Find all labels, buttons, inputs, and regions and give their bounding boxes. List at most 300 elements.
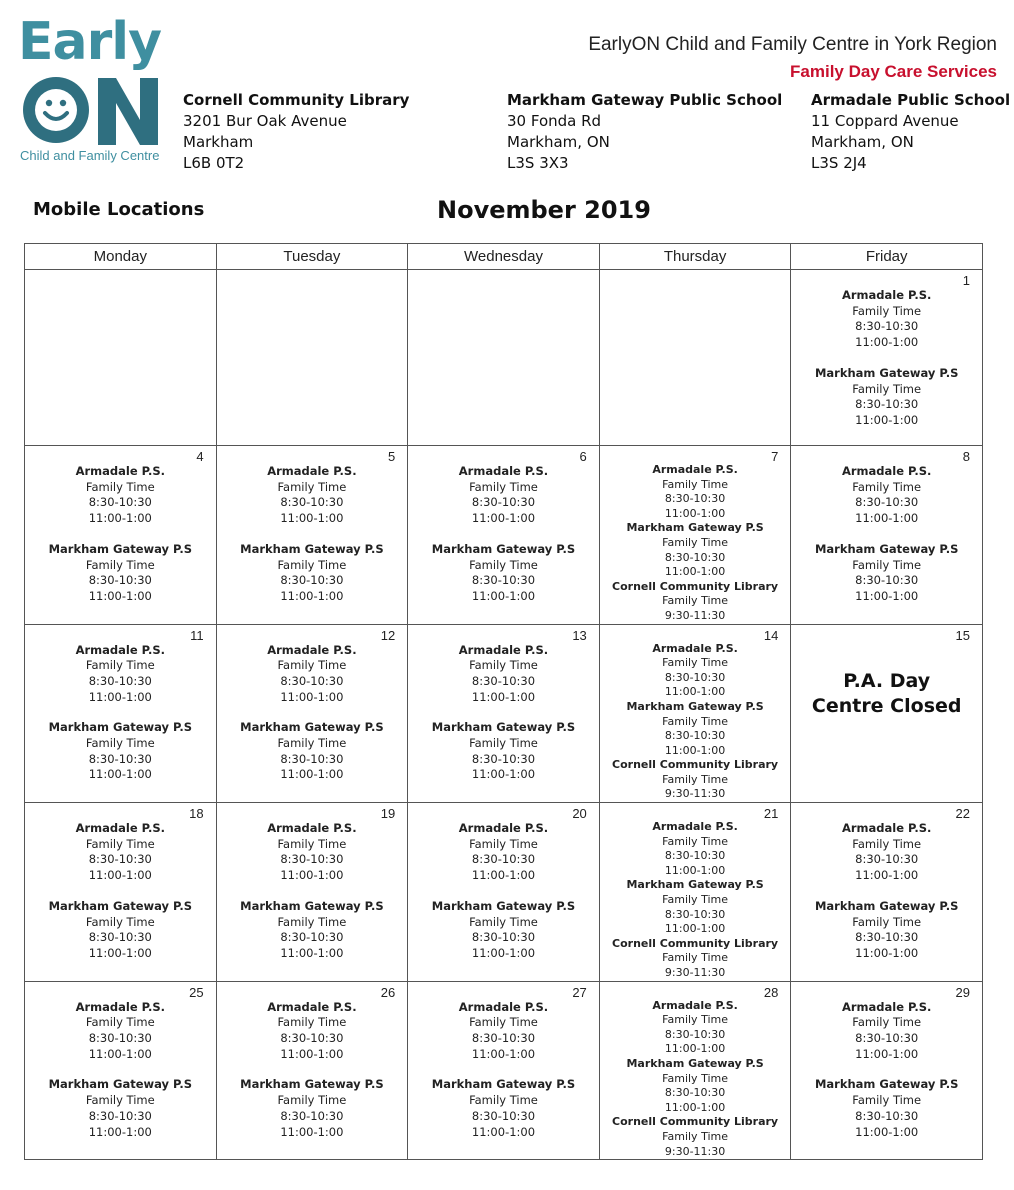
calendar-day-cell [599,981,791,1160]
time-slot: 11:00-1:00 [471,767,536,782]
calendar-day-cell [25,981,217,1160]
program-entry [25,464,216,527]
program-entry [791,821,982,884]
site-name: Armadale P.S. [75,821,165,836]
location-address: 11 Coppard Avenue [811,112,959,130]
activity-label: Family Time [662,1071,728,1085]
time-slot: 11:00-1:00 [471,588,536,603]
time-slot: 9:30-11:30 [664,966,726,979]
site-name: Markham Gateway P.S [626,699,764,713]
time-slot: 8:30-10:30 [88,852,152,867]
centre-closed-label: Centre Closed [811,694,962,717]
day-number: 8 [962,449,970,464]
time-slot: 8:30-10:30 [664,492,726,506]
time-slot: 8:30-10:30 [664,729,726,743]
weekday-header: Tuesday [216,244,408,270]
program-entry [791,366,982,429]
activity-label: Family Time [85,1015,155,1030]
site-name: Armadale P.S. [458,821,549,836]
site-name: Cornell Community Library [612,936,779,950]
day-programs [25,803,216,962]
activity-label: Family Time [852,557,922,572]
program-entry [791,464,982,527]
activity-label: Family Time [469,557,538,572]
calendar-table [24,243,983,1160]
site-name: Markham Gateway P.S [48,720,193,735]
time-slot: 11:00-1:00 [88,511,152,526]
program-entry [408,720,599,783]
site-name: Armadale P.S. [841,821,932,836]
program-entry [408,821,599,884]
calendar-day-cell [791,446,983,625]
calendar-week-row [25,446,983,625]
program-entry [600,820,791,878]
site-name: Markham Gateway P.S [814,898,959,913]
activity-label: Family Time [277,658,347,673]
day-programs [25,625,216,784]
program-entry [791,542,982,605]
activity-label: Family Time [277,914,347,929]
day-programs [408,446,599,605]
time-slot: 11:00-1:00 [280,945,344,960]
activity-label: Family Time [277,1093,347,1108]
location-postal: L6B 0T2 [183,154,245,172]
calendar-day-cell [408,446,600,625]
day-number: 13 [572,627,587,643]
site-name: Markham Gateway P.S [431,1077,576,1092]
calendar-day-cell [25,803,217,982]
program-entry [600,642,791,700]
program-entry [791,288,982,351]
time-slot: 8:30-10:30 [88,930,152,945]
site-name: Markham Gateway P.S [48,1077,193,1092]
activity-label: Family Time [469,736,538,751]
program-entry [408,1000,599,1063]
site-name: Markham Gateway P.S [626,878,764,892]
day-number: 26 [380,984,396,1000]
time-slot: 8:30-10:30 [664,907,726,921]
day-programs [25,446,216,605]
time-slot: 11:00-1:00 [280,1046,344,1061]
activity-label: Family Time [277,736,347,751]
program-entry [791,1000,982,1063]
time-slot: 11:00-1:00 [664,685,726,699]
activity-label: Family Time [662,594,728,608]
site-name: Markham Gateway P.S [240,541,384,556]
site-name: Armadale P.S. [841,999,932,1014]
location-city: Markham [183,133,254,151]
calendar-week-row [25,624,983,803]
time-slot: 11:00-1:00 [664,863,726,877]
time-slot: 8:30-10:30 [664,849,726,863]
time-slot: 8:30-10:30 [88,573,152,588]
site-name: Markham Gateway P.S [431,898,576,913]
time-slot: 11:00-1:00 [471,868,536,883]
activity-label: Family Time [662,951,728,965]
organization-subtitle: Family Day Care Services [790,62,997,81]
day-programs [791,803,982,962]
day-programs [600,625,791,803]
activity-label: Family Time [469,658,538,673]
calendar-day-cell [25,446,217,625]
program-entry [217,1077,408,1140]
calendar-day-cell [599,803,791,982]
calendar-day-cell [408,981,600,1160]
weekday-header: Wednesday [408,244,600,270]
calendar-day-cell [599,624,791,803]
site-name: Armadale P.S. [267,642,357,657]
program-entry [600,999,791,1057]
calendar-day-cell [216,270,408,446]
day-programs [791,982,982,1141]
calendar-day-cell [599,270,791,446]
time-slot: 11:00-1:00 [280,868,344,883]
time-slot: 8:30-10:30 [280,930,344,945]
time-slot: 8:30-10:30 [88,495,152,510]
location-address: 3201 Bur Oak Avenue [183,112,347,130]
time-slot: 11:00-1:00 [855,412,919,427]
program-entry [791,1077,982,1140]
program-entry [600,463,791,521]
site-name: Markham Gateway P.S [48,541,193,556]
site-name: Cornell Community Library [612,579,779,593]
site-name: Armadale P.S. [458,464,549,478]
program-entry [25,1077,216,1140]
time-slot: 8:30-10:30 [664,1086,726,1100]
time-slot: 11:00-1:00 [664,1100,726,1114]
program-entry [25,821,216,884]
program-entry [25,899,216,962]
activity-label: Family Time [85,557,155,572]
program-entry [25,643,216,706]
time-slot: 11:00-1:00 [855,588,919,603]
calendar-day-cell [791,624,983,803]
site-name: Markham Gateway P.S [240,720,384,735]
activity-label: Family Time [662,1129,728,1143]
calendar-week-row [25,803,983,982]
time-slot: 8:30-10:30 [855,1031,919,1045]
time-slot: 11:00-1:00 [664,565,726,579]
day-programs [217,446,408,605]
time-slot: 8:30-10:30 [280,495,344,510]
time-slot: 11:00-1:00 [471,945,536,960]
program-entry [600,878,791,936]
weekday-header: Monday [25,244,217,270]
day-programs [217,803,408,962]
calendar-week-row [25,270,983,446]
time-slot: 9:30-11:30 [664,608,726,622]
time-slot: 8:30-10:30 [855,852,919,867]
activity-label: Family Time [662,834,728,848]
day-number: 29 [955,984,970,1000]
day-number: 14 [763,627,779,643]
activity-label: Family Time [662,656,728,670]
calendar-day-cell [216,446,408,625]
activity-label: Family Time [469,1015,538,1030]
activity-label: Family Time [85,836,155,851]
location-city: Markham, ON [811,133,914,151]
calendar-day-cell [791,803,983,982]
day-programs [217,982,408,1141]
program-entry [25,1000,216,1063]
day-programs [217,625,408,784]
time-slot: 11:00-1:00 [280,511,344,526]
activity-label: Family Time [662,1013,728,1027]
day-number: 15 [955,627,970,643]
day-programs [25,982,216,1141]
calendar-day-cell [25,270,217,446]
time-slot: 8:30-10:30 [280,1108,344,1123]
program-entry [600,700,791,758]
site-name: Markham Gateway P.S [814,365,959,380]
time-slot: 11:00-1:00 [280,767,344,782]
calendar-week-row [25,981,983,1160]
time-slot: 8:30-10:30 [280,673,344,688]
time-slot: 8:30-10:30 [664,1027,726,1041]
site-name: Markham Gateway P.S [240,1077,384,1092]
time-slot: 11:00-1:00 [88,1124,152,1139]
site-name: Armadale P.S. [267,999,357,1014]
site-name: Armadale P.S. [267,464,357,478]
time-slot: 11:00-1:00 [280,1124,344,1139]
time-slot: 8:30-10:30 [471,495,536,510]
time-slot: 11:00-1:00 [88,868,152,883]
site-name: Armadale P.S. [458,999,549,1014]
time-slot: 9:30-11:30 [664,1144,726,1158]
time-slot: 8:30-10:30 [855,495,919,510]
site-name: Markham Gateway P.S [814,541,959,556]
program-entry [600,521,791,579]
program-entry [408,464,599,527]
site-name: Cornell Community Library [612,1115,779,1129]
activity-label: Family Time [277,479,347,494]
day-number: 18 [189,806,204,822]
day-number: 5 [387,449,396,464]
earlyon-logo [18,12,168,168]
month-title: November 2019 [437,196,651,224]
day-programs [600,446,791,624]
time-slot: 11:00-1:00 [855,511,919,526]
activity-label: Family Time [469,479,538,494]
program-entry [217,1000,408,1063]
activity-label: Family Time [852,836,922,851]
activity-label: Family Time [277,836,347,851]
program-entry [217,464,408,527]
program-entry [600,1057,791,1115]
program-entry [408,899,599,962]
program-entry [217,542,408,605]
time-slot: 8:30-10:30 [471,573,536,588]
day-number: 11 [190,627,204,643]
activity-label: Family Time [85,914,155,929]
activity-label: Family Time [852,381,922,396]
activity-label: Family Time [662,893,728,907]
site-name: Armadale P.S. [267,821,357,836]
site-name: Armadale P.S. [75,999,165,1014]
day-programs [600,982,791,1160]
day-programs [408,625,599,784]
site-name: Armadale P.S. [652,820,738,834]
time-slot: 8:30-10:30 [855,573,919,588]
site-name: Armadale P.S. [75,642,165,657]
site-name: Cornell Community Library [612,758,779,772]
time-slot: 11:00-1:00 [471,1124,536,1139]
time-slot: 8:30-10:30 [471,1108,536,1123]
day-programs [791,446,982,605]
activity-label: Family Time [852,914,922,929]
activity-label: Family Time [852,479,922,494]
program-entry [217,899,408,962]
activity-label: Family Time [85,1093,155,1108]
organization-title: EarlyON Child and Family Centre in York Region [588,34,997,55]
activity-label: Family Time [85,479,155,494]
time-slot: 11:00-1:00 [471,689,536,704]
time-slot: 8:30-10:30 [88,1031,152,1045]
day-programs [408,803,599,962]
activity-label: Family Time [277,1015,347,1030]
site-name: Markham Gateway P.S [431,720,576,735]
time-slot: 11:00-1:00 [471,511,536,526]
activity-label: Family Time [277,557,347,572]
day-number: 6 [579,449,587,464]
time-slot: 8:30-10:30 [855,930,919,945]
site-name: Armadale P.S. [841,464,932,478]
time-slot: 8:30-10:30 [471,1031,536,1045]
time-slot: 11:00-1:00 [855,945,919,960]
calendar-day-cell [408,270,600,446]
time-slot: 8:30-10:30 [280,1031,344,1045]
location-postal: L3S 2J4 [811,154,867,172]
program-entry [600,1115,791,1159]
site-name: Markham Gateway P.S [431,541,576,556]
day-number: 12 [380,627,396,643]
time-slot: 11:00-1:00 [280,588,344,603]
activity-label: Family Time [662,477,728,491]
time-slot: 8:30-10:30 [471,930,536,945]
weekday-header: Thursday [599,244,791,270]
day-programs [600,803,791,981]
activity-label: Family Time [85,658,155,673]
activity-label: Family Time [852,303,922,318]
activity-label: Family Time [469,1093,538,1108]
time-slot: 8:30-10:30 [471,751,536,766]
program-entry [217,643,408,706]
time-slot: 11:00-1:00 [88,1046,152,1061]
program-entry [25,720,216,783]
time-slot: 11:00-1:00 [88,588,152,603]
calendar-day-cell [25,624,217,803]
calendar-day-cell [791,981,983,1160]
time-slot: 11:00-1:00 [664,743,726,757]
activity-label: Family Time [852,1093,922,1108]
site-name: Markham Gateway P.S [626,521,764,535]
pa-day-label: P.A. Day [843,669,931,692]
time-slot: 11:00-1:00 [664,922,726,936]
location-name: Cornell Community Library [183,91,410,109]
time-slot: 11:00-1:00 [855,1124,919,1139]
activity-label: Family Time [662,535,728,549]
day-number: 21 [763,806,779,822]
logo-caption: Child and Family Centre [20,148,160,163]
day-number: 22 [955,806,970,822]
time-slot: 8:30-10:30 [664,670,726,684]
program-entry [217,720,408,783]
program-entry [791,899,982,962]
activity-label: Family Time [469,914,538,929]
activity-label: Family Time [662,714,728,728]
program-entry [600,937,791,981]
time-slot: 8:30-10:30 [471,673,536,688]
time-slot: 8:30-10:30 [471,852,536,867]
program-entry [25,542,216,605]
time-slot: 8:30-10:30 [664,550,726,564]
site-name: Markham Gateway P.S [240,898,384,913]
day-number: 25 [189,984,204,1000]
time-slot: 11:00-1:00 [855,1046,919,1061]
site-name: Markham Gateway P.S [626,1056,764,1070]
centre-closed-notice [791,625,982,719]
calendar-day-cell [216,981,408,1160]
location-city: Markham, ON [507,133,610,151]
location-name: Armadale Public School [811,91,1011,109]
calendar-day-cell [408,624,600,803]
day-number: 27 [572,984,587,1000]
weekday-header-row [25,244,983,270]
time-slot: 11:00-1:00 [855,868,919,883]
program-entry [217,821,408,884]
site-name: Armadale P.S. [652,463,738,476]
location-name: Markham Gateway Public School [507,91,783,109]
program-entry [408,1077,599,1140]
activity-label: Family Time [852,1015,922,1030]
time-slot: 11:00-1:00 [88,689,152,704]
time-slot: 11:00-1:00 [855,335,919,350]
time-slot: 8:30-10:30 [280,573,344,588]
day-number: 7 [771,449,779,464]
location-address: 30 Fonda Rd [507,112,602,130]
site-name: Armadale P.S. [652,998,738,1012]
site-name: Armadale P.S. [652,641,738,655]
time-slot: 8:30-10:30 [88,1108,152,1123]
site-name: Markham Gateway P.S [48,898,193,913]
time-slot: 8:30-10:30 [88,673,152,688]
time-slot: 8:30-10:30 [855,397,919,412]
calendar-day-cell [599,446,791,625]
logo-on-smiley-icon [18,72,168,152]
day-programs [791,270,982,429]
time-slot: 11:00-1:00 [88,945,152,960]
day-programs [408,982,599,1141]
activity-label: Family Time [469,836,538,851]
time-slot: 8:30-10:30 [280,852,344,867]
location-postal: L3S 3X3 [507,154,569,172]
program-entry [408,542,599,605]
weekday-header: Friday [791,244,983,270]
day-number: 28 [763,984,779,1000]
time-slot: 8:30-10:30 [855,319,919,334]
location-armadale [811,90,1010,174]
day-number: 20 [572,806,587,822]
activity-label: Family Time [85,736,155,751]
calendar-day-cell [216,624,408,803]
time-slot: 11:00-1:00 [88,767,152,782]
site-name: Armadale P.S. [841,288,932,302]
day-number: 19 [380,806,396,822]
time-slot: 8:30-10:30 [855,1108,919,1123]
activity-label: Family Time [662,772,728,786]
program-entry [600,580,791,624]
time-slot: 9:30-11:30 [664,787,726,801]
